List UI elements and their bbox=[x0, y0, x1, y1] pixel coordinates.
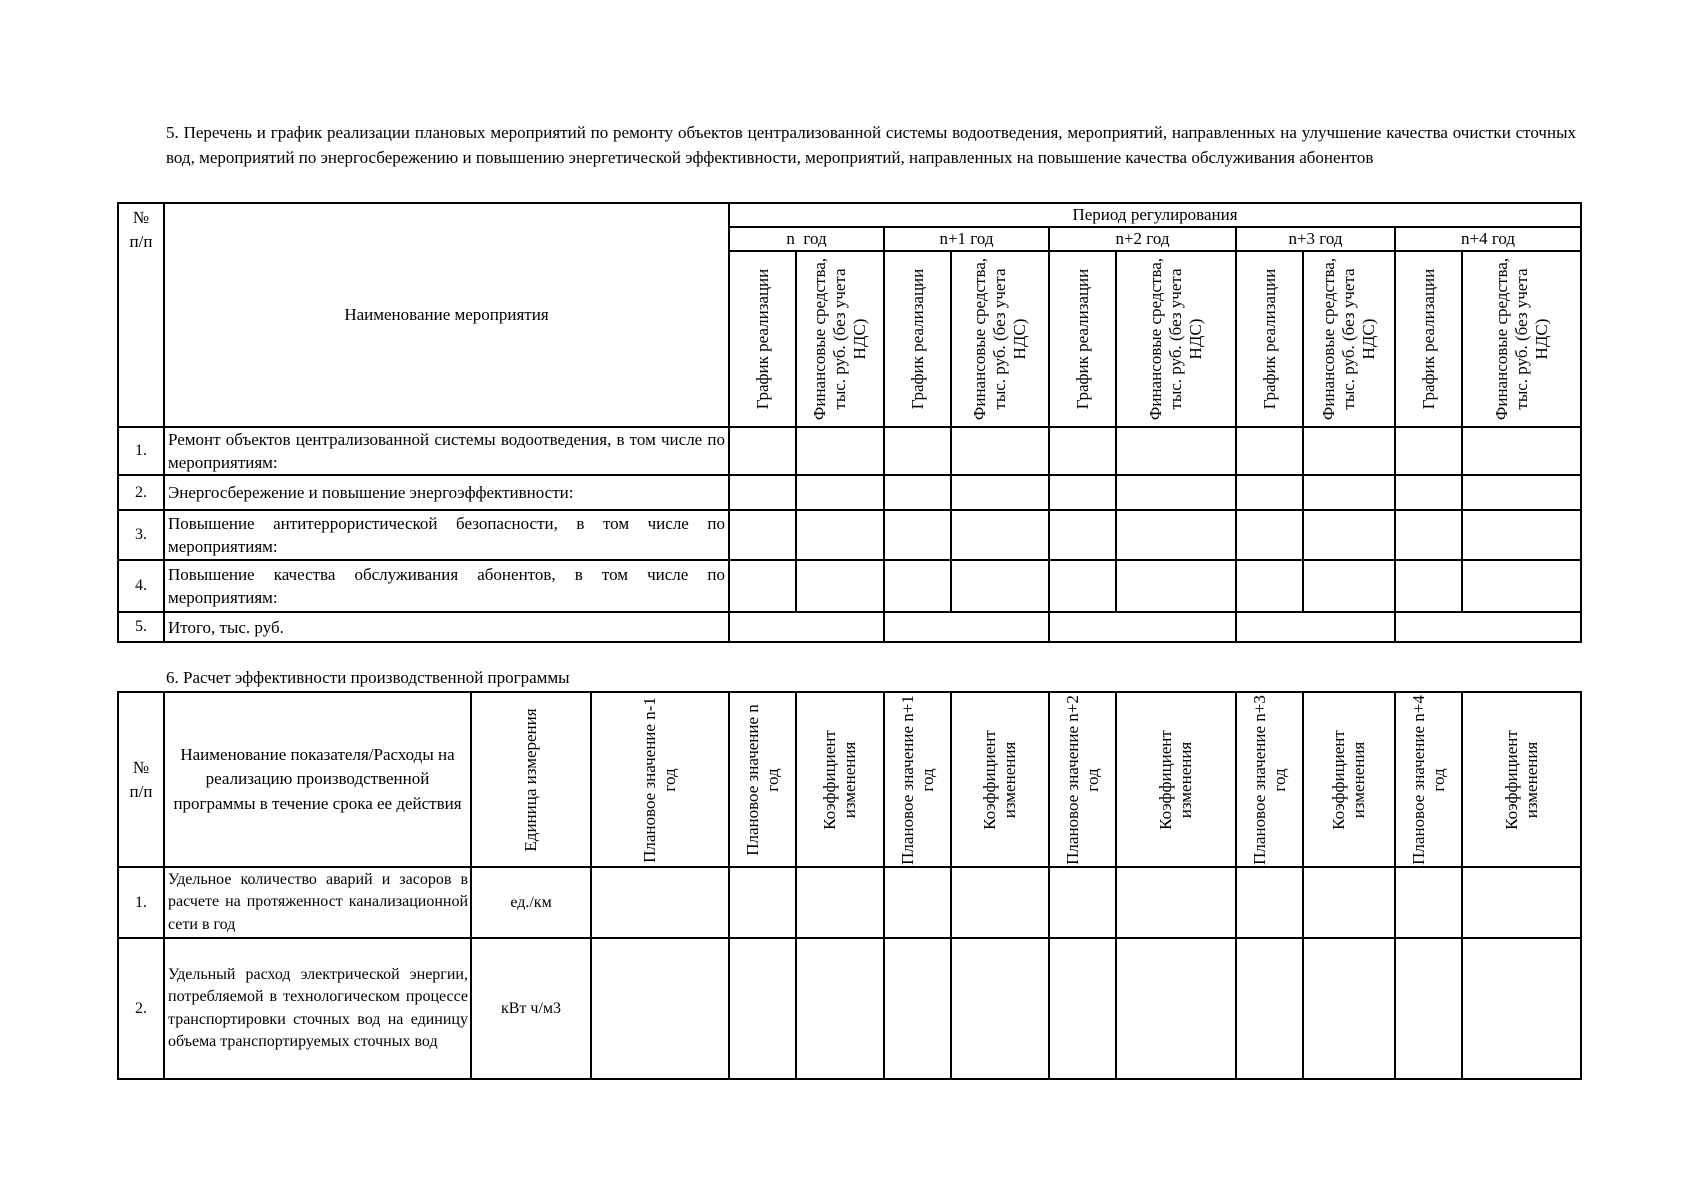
row-name: Ремонт объектов централизованной системы водоотведения, в том числе по мероприятиям: bbox=[164, 427, 729, 475]
row-number: 3. bbox=[118, 510, 164, 560]
unit-header bbox=[471, 692, 591, 867]
cell bbox=[884, 427, 951, 475]
schedule-label: График реализации bbox=[1259, 268, 1279, 410]
cell bbox=[951, 427, 1049, 475]
cell bbox=[1303, 427, 1395, 475]
cell bbox=[1462, 510, 1581, 560]
finance-subheader bbox=[1116, 251, 1236, 427]
row-name: Повышение качества обслуживания абонентов, в том числе по мероприятиям: bbox=[164, 560, 729, 612]
table-row bbox=[118, 510, 1581, 560]
section5-heading: 5. Перечень и график реализации плановых мероприятий по ремонту объектов централизованной системы водоотведения, мероприятий, направленных на улучшение качества очистки сточных вод, мероприятий по энергосбережению и повышению энергетической эффективности, мероприятий, направленных на повышение качества обслуживания абонентов bbox=[166, 123, 1576, 167]
cell bbox=[729, 475, 796, 510]
cell bbox=[729, 560, 796, 612]
coef-header bbox=[1462, 692, 1581, 867]
period-header: Период регулирования bbox=[729, 203, 1581, 227]
cell bbox=[1303, 938, 1395, 1079]
coef-header bbox=[796, 692, 884, 867]
coef-label: Коэффициент изменения bbox=[980, 729, 1019, 830]
schedule-subheader bbox=[729, 251, 796, 427]
cell bbox=[951, 560, 1049, 612]
cell bbox=[1395, 510, 1462, 560]
schedule-label: График реализации bbox=[1418, 268, 1438, 410]
schedule-label: График реализации bbox=[752, 268, 772, 410]
row-number: 5. bbox=[118, 612, 164, 642]
table-row bbox=[118, 427, 1581, 475]
schedule-subheader bbox=[1236, 251, 1303, 427]
cell bbox=[796, 427, 884, 475]
year-header: n+4 год bbox=[1395, 227, 1581, 251]
cell bbox=[796, 475, 884, 510]
finance-label: Финансовые средства, тыс. руб. (без учета НДС) bbox=[970, 257, 1029, 421]
cell bbox=[1395, 560, 1462, 612]
cell bbox=[1236, 938, 1303, 1079]
cell bbox=[591, 867, 729, 938]
cell bbox=[951, 475, 1049, 510]
row-number: 1. bbox=[118, 427, 164, 475]
schedule-label: График реализации bbox=[1072, 268, 1092, 410]
plan-label: Плановое значение n+2 год bbox=[1062, 694, 1102, 865]
plan-header bbox=[1236, 692, 1303, 867]
cell bbox=[1236, 427, 1303, 475]
cell bbox=[1236, 475, 1303, 510]
prev-plan-header bbox=[591, 692, 729, 867]
col-num-header bbox=[118, 692, 164, 867]
col-num-label: № п/п bbox=[129, 208, 153, 251]
cell bbox=[1116, 427, 1236, 475]
year-header: n+2 год bbox=[1049, 227, 1236, 251]
cell bbox=[884, 475, 951, 510]
cell bbox=[1303, 510, 1395, 560]
coef-header bbox=[1303, 692, 1395, 867]
table-row-total bbox=[118, 612, 1581, 642]
cell bbox=[1049, 475, 1116, 510]
cell bbox=[951, 867, 1049, 938]
cell bbox=[796, 867, 884, 938]
cell bbox=[1303, 560, 1395, 612]
plan-label: Плановое значение n год bbox=[742, 703, 782, 856]
cell bbox=[1303, 475, 1395, 510]
row-unit: кВт ч/м3 bbox=[471, 938, 591, 1079]
finance-label: Финансовые средства, тыс. руб. (без учета НДС) bbox=[1146, 257, 1205, 421]
cell bbox=[1049, 510, 1116, 560]
unit-label: Единица измерения bbox=[521, 707, 540, 852]
plan-label: Плановое значение n+4 год bbox=[1408, 694, 1448, 865]
finance-subheader bbox=[796, 251, 884, 427]
schedule-subheader bbox=[884, 251, 951, 427]
cell bbox=[1236, 867, 1303, 938]
efficiency-table bbox=[117, 691, 1582, 1080]
coef-label: Коэффициент изменения bbox=[1156, 729, 1195, 830]
plan-label: Плановое значение n+1 год bbox=[897, 694, 937, 865]
cell bbox=[1462, 427, 1581, 475]
finance-subheader bbox=[1462, 251, 1581, 427]
cell bbox=[884, 510, 951, 560]
table-row bbox=[118, 560, 1581, 612]
cell bbox=[1116, 510, 1236, 560]
cell bbox=[729, 427, 796, 475]
cell bbox=[1462, 867, 1581, 938]
row-number: 2. bbox=[118, 938, 164, 1079]
cell bbox=[796, 510, 884, 560]
schedule-subheader bbox=[1049, 251, 1116, 427]
coef-label: Коэффициент изменения bbox=[1329, 729, 1368, 830]
row-name: Энергосбережение и повышение энергоэффективности: bbox=[164, 475, 729, 510]
prev-plan-label: Плановое значение n-1 год bbox=[640, 696, 679, 863]
row-unit: ед./км bbox=[471, 867, 591, 938]
col-num-header bbox=[118, 203, 164, 427]
cell bbox=[1236, 612, 1395, 642]
table-row bbox=[118, 867, 1581, 938]
section6-heading: 6. Расчет эффективности производственной программы bbox=[166, 668, 570, 687]
cell bbox=[1236, 560, 1303, 612]
year-header: n+3 год bbox=[1236, 227, 1395, 251]
cell bbox=[951, 510, 1049, 560]
cell bbox=[1116, 938, 1236, 1079]
cell bbox=[1236, 510, 1303, 560]
cell bbox=[1049, 867, 1116, 938]
plan-header bbox=[1049, 692, 1116, 867]
cell bbox=[729, 612, 884, 642]
cell bbox=[1395, 938, 1462, 1079]
year-header: n год bbox=[729, 227, 884, 251]
cell bbox=[1116, 560, 1236, 612]
cell bbox=[884, 867, 951, 938]
coef-header bbox=[951, 692, 1049, 867]
row-name: Удельное количество аварий и засоров в расчете на протяженност канализационной сети в год bbox=[164, 867, 471, 938]
cell bbox=[1116, 475, 1236, 510]
cell bbox=[1303, 867, 1395, 938]
cell bbox=[1049, 938, 1116, 1079]
cell bbox=[1462, 938, 1581, 1079]
row-name: Итого, тыс. руб. bbox=[164, 612, 729, 642]
cell bbox=[951, 938, 1049, 1079]
cell bbox=[1395, 475, 1462, 510]
col-num-label: № п/п bbox=[129, 757, 153, 801]
row-name: Повышение антитеррористической безопасности, в том числе по мероприятиям: bbox=[164, 510, 729, 560]
plan-header bbox=[729, 692, 796, 867]
cell bbox=[1462, 560, 1581, 612]
plan-header bbox=[884, 692, 951, 867]
col-name-header: Наименование показателя/Расходы на реализацию производственной программы в течение срока ее действия bbox=[164, 692, 471, 867]
schedule-subheader bbox=[1395, 251, 1462, 427]
table-row bbox=[118, 475, 1581, 510]
row-number: 4. bbox=[118, 560, 164, 612]
finance-label: Финансовые средства, тыс. руб. (без учета НДС) bbox=[1491, 257, 1551, 421]
plan-label: Плановое значение n+3 год bbox=[1249, 694, 1289, 865]
cell bbox=[1049, 427, 1116, 475]
schedule-label: График реализации bbox=[907, 268, 927, 410]
finance-subheader bbox=[1303, 251, 1395, 427]
cell bbox=[1049, 612, 1236, 642]
cell bbox=[884, 938, 951, 1079]
coef-label: Коэффициент изменения bbox=[1501, 729, 1541, 830]
cell bbox=[1462, 475, 1581, 510]
cell bbox=[884, 612, 1049, 642]
cell bbox=[1395, 867, 1462, 938]
table-row bbox=[118, 938, 1581, 1079]
cell bbox=[729, 938, 796, 1079]
plan-header bbox=[1395, 692, 1462, 867]
finance-subheader bbox=[951, 251, 1049, 427]
coef-label: Коэффициент изменения bbox=[820, 729, 859, 830]
cell bbox=[1395, 612, 1581, 642]
events-schedule-table bbox=[117, 202, 1582, 643]
finance-label: Финансовые средства, тыс. руб. (без учета НДС) bbox=[810, 257, 869, 421]
row-name: Удельный расход электрической энергии, потребляемой в технологическом процессе транспортировки сточных вод на единицу объема транспортируемых сточных вод bbox=[164, 938, 471, 1079]
cell bbox=[1116, 867, 1236, 938]
row-number: 1. bbox=[118, 867, 164, 938]
cell bbox=[796, 938, 884, 1079]
cell bbox=[729, 510, 796, 560]
row-number: 2. bbox=[118, 475, 164, 510]
cell bbox=[1049, 560, 1116, 612]
col-name-header: Наименование мероприятия bbox=[164, 203, 729, 427]
finance-label: Финансовые средства, тыс. руб. (без учета НДС) bbox=[1319, 257, 1378, 421]
cell bbox=[1395, 427, 1462, 475]
cell bbox=[884, 560, 951, 612]
coef-header bbox=[1116, 692, 1236, 867]
cell bbox=[729, 867, 796, 938]
cell bbox=[591, 938, 729, 1079]
year-header: n+1 год bbox=[884, 227, 1049, 251]
cell bbox=[796, 560, 884, 612]
